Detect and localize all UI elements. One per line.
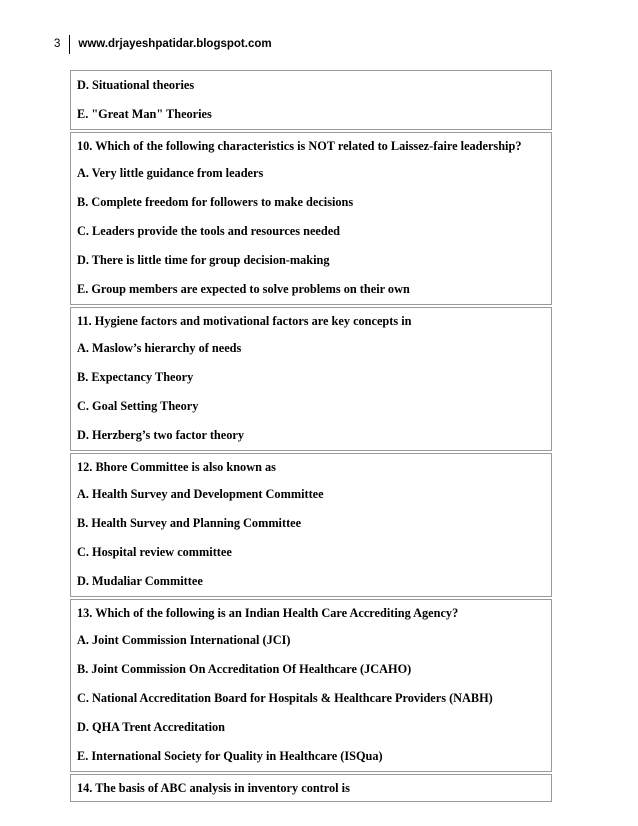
option-b: B. Complete freedom for followers to make decisions <box>77 195 354 209</box>
option-c: C. Goal Setting Theory <box>77 399 199 413</box>
question-table <box>70 70 552 804</box>
question-text: 10. Which of the following characteristics is NOT related to Laissez-faire leadership? <box>77 139 522 153</box>
option-c: C. National Accreditation Board for Hospitals & Healthcare Providers (NABH) <box>77 691 493 705</box>
question-block-9-continued <box>70 70 552 130</box>
question-block-14 <box>70 774 552 802</box>
option-a: A. Very little guidance from leaders <box>77 166 264 180</box>
option-b: B. Expectancy Theory <box>77 370 194 384</box>
option-b: B. Health Survey and Planning Committee <box>77 516 302 530</box>
question-text: 13. Which of the following is an Indian Health Care Accrediting Agency? <box>77 606 459 620</box>
question-block-11 <box>70 307 552 451</box>
question-text: 14. The basis of ABC analysis in inventory control is <box>77 781 350 795</box>
question-text: 12. Bhore Committee is also known as <box>77 460 276 474</box>
option-a: A. Joint Commission International (JCI) <box>77 633 291 647</box>
header-divider <box>69 35 70 54</box>
option-d: D. Mudaliar Committee <box>77 574 203 588</box>
question-text: 11. Hygiene factors and motivational factors are key concepts in <box>77 314 412 328</box>
option-e: E. Group members are expected to solve problems on their own <box>77 282 410 296</box>
option-d: D. There is little time for group decision-making <box>77 253 330 267</box>
header-url: www.drjayeshpatidar.blogspot.com <box>78 38 272 50</box>
option-a: A. Health Survey and Development Committee <box>77 487 324 501</box>
option-d: D. QHA Trent Accreditation <box>77 720 226 734</box>
option-c: C. Hospital review committee <box>77 545 232 559</box>
option-b: B. Joint Commission On Accreditation Of Healthcare (JCAHO) <box>77 662 412 676</box>
option-d: D. Situational theories <box>77 78 195 92</box>
question-block-10 <box>70 132 552 305</box>
option-e: E. "Great Man" Theories <box>77 107 212 121</box>
question-block-12 <box>70 453 552 597</box>
page-number: 3 <box>54 38 61 50</box>
option-e: E. International Society for Quality in Healthcare (ISQua) <box>77 749 383 763</box>
option-c: C. Leaders provide the tools and resources needed <box>77 224 341 238</box>
option-d: D. Herzberg’s two factor theory <box>77 428 244 442</box>
option-a: A. Maslow’s hierarchy of needs <box>77 341 242 355</box>
page-header <box>54 34 272 54</box>
question-block-13 <box>70 599 552 772</box>
